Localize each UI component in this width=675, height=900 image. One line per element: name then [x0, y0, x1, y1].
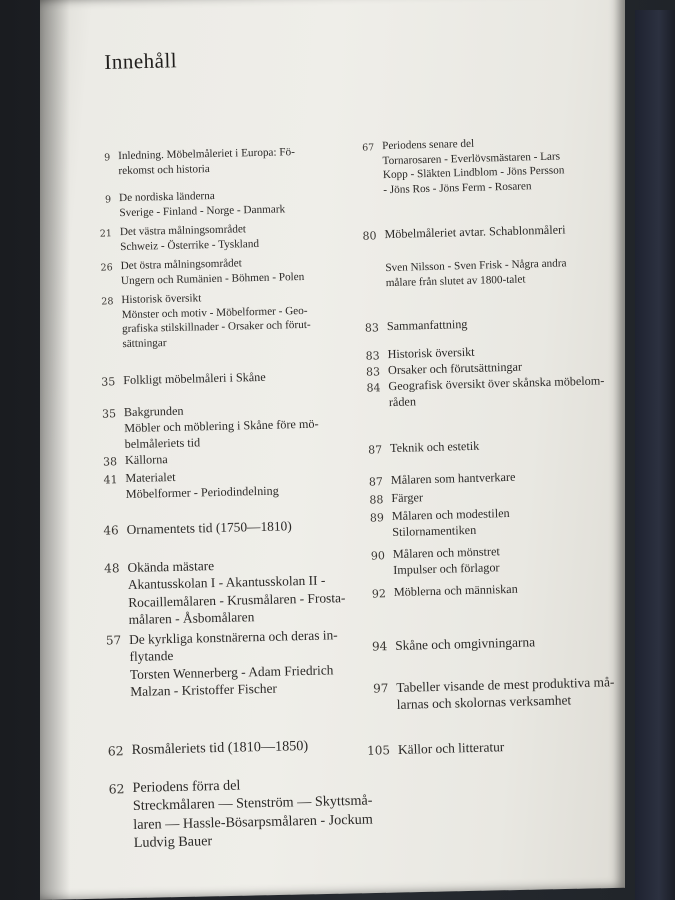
- entry-line: Periodens senare del: [382, 137, 475, 153]
- entry-line: Ornamentets tid (1750—1810): [126, 518, 292, 538]
- entry-line: Det västra målningsområdet: [119, 223, 247, 239]
- entry-line: De nordiska länderna: [118, 189, 215, 205]
- entry-line: Färger: [391, 490, 424, 506]
- page-number: 35: [101, 407, 117, 421]
- entry-line: laren — Hassle-Bösarpsmålaren - Jockum: [133, 811, 373, 833]
- entry-line: Akantusskolan I - Akantusskolan II -: [127, 572, 326, 593]
- entry-line: Möblerna och människan: [393, 581, 518, 600]
- entry-line: Källor och litteratur: [397, 739, 505, 757]
- entry-text: [391, 490, 423, 507]
- page-number: 48: [104, 561, 120, 576]
- entry-line: Materialet: [125, 469, 176, 486]
- entry-line: Tornarosaren - Everlövsmästaren - Lars: [382, 150, 561, 167]
- entry-line: Målaren och modestilen: [391, 505, 510, 524]
- book-cover-edge: [635, 10, 675, 900]
- entry-text: [125, 468, 279, 503]
- entry-line: Folkligt möbelmåleri i Skåne: [123, 369, 266, 388]
- entry-line: målaren - Åsbomålaren: [128, 609, 255, 628]
- toc-entry: [359, 490, 423, 508]
- entry-text: [132, 774, 373, 853]
- page-number: 21: [99, 228, 113, 240]
- page-number: 87: [367, 443, 383, 457]
- page-number: 67: [361, 142, 375, 154]
- entry-text: [382, 134, 565, 197]
- entry-line: Ludvig Bauer: [133, 833, 213, 852]
- entry-line: Stilornamentiken: [392, 522, 477, 539]
- entry-line: - Jöns Ros - Jöns Ferm - Rosaren: [383, 179, 532, 196]
- entry-line: Bakgrunden: [123, 403, 184, 420]
- entry-line: belmåleriets tid: [124, 435, 201, 451]
- entry-line: Rosmåleriets tid (1810—1850): [131, 737, 309, 758]
- toc-entry: [83, 289, 311, 352]
- entry-text: [388, 373, 605, 410]
- page-number: 84: [366, 381, 381, 395]
- entry-line: Mönster och motiv - Möbelformer - Geo-: [121, 304, 308, 321]
- entry-text: [129, 626, 339, 700]
- toc-entry: [358, 439, 480, 458]
- page-number: 83: [365, 365, 381, 379]
- page-number: 41: [103, 473, 118, 487]
- entry-text: [119, 187, 285, 220]
- entry-text: [120, 222, 259, 254]
- page-heading: Innehåll: [104, 48, 178, 74]
- toc-entry: [86, 401, 319, 454]
- entry-line: Kopp - Släkten Lindblom - Jöns Persson: [382, 164, 565, 182]
- toc-entry: [360, 506, 511, 542]
- entry-text: [390, 439, 480, 457]
- toc-entry: [353, 256, 567, 291]
- entry-text: [125, 452, 168, 469]
- entry-line: Sverige - Finland - Norge - Danmark: [119, 202, 286, 219]
- entry-line: Möbelformer - Periodindelning: [125, 483, 279, 501]
- entry-line: Möbler och möblering i Skåne före mö-: [124, 416, 319, 435]
- entry-line: flytande: [129, 648, 174, 665]
- entry-text: [392, 506, 511, 541]
- page-number: 62: [108, 781, 125, 797]
- toc-entry: [355, 317, 468, 336]
- toc-entry: [81, 187, 285, 221]
- entry-line: Torsten Wennerberg - Adam Friedrich: [129, 662, 334, 682]
- entry-line: Streckmålaren — Stenström — Skyttsmå-: [132, 792, 373, 815]
- entry-line: Periodens förra del: [132, 777, 241, 796]
- entry-text: [395, 633, 535, 654]
- entry-line: Tabeller visande de mest produktiva må-: [396, 674, 615, 695]
- entry-line: Historisk översikt: [387, 344, 475, 362]
- page-number: 105: [366, 743, 391, 758]
- entry-text: [393, 544, 501, 579]
- entry-line: Rocaillemålaren - Krusmålaren - Frosta-: [128, 589, 346, 610]
- page-number: 80: [362, 229, 377, 243]
- entry-line: Möbelmåleriet avtar. Schablonmåleri: [384, 222, 566, 242]
- entry-line: Malzan - Kristoffer Fischer: [130, 680, 278, 700]
- page-number: 89: [369, 511, 385, 525]
- toc-entry: [356, 373, 605, 411]
- page-number: 83: [364, 321, 380, 335]
- entry-line: Geografisk översikt över skånska möbelom-: [388, 373, 605, 394]
- entry-line: Orsaker och förutsättningar: [387, 359, 523, 378]
- entry-text: [385, 256, 567, 290]
- page-number: 94: [371, 639, 388, 654]
- page-number: 46: [103, 523, 119, 538]
- entry-text: [118, 145, 295, 178]
- entry-text: [124, 401, 319, 453]
- entry-text: [123, 370, 266, 389]
- entry-line: Schweiz - Österrike - Tyskland: [120, 237, 260, 253]
- entry-text: [121, 289, 311, 352]
- entry-line: De kyrkliga konstnärerna och deras in-: [128, 627, 338, 648]
- page-number: 26: [100, 262, 113, 274]
- entry-line: Sven Nilsson - Sven Frisk - Några andra: [385, 257, 567, 275]
- toc-entry: [350, 134, 565, 198]
- entry-line: Målaren och mönstret: [392, 544, 500, 562]
- toc-entry: [366, 738, 505, 759]
- entry-text: [394, 582, 518, 601]
- entry-line: Impulser och förlagor: [393, 560, 500, 577]
- entry-text: [120, 255, 304, 288]
- entry-line: målare från slutet av 1800-talet: [385, 273, 526, 289]
- toc-entry: [80, 145, 295, 179]
- toc-entry: [82, 222, 259, 255]
- page-number: 90: [370, 549, 386, 563]
- entry-line: grafiska stilskillnader - Orsaker och förut-: [121, 318, 311, 336]
- entry-line: Sammanfattning: [386, 316, 468, 334]
- entry-text: [396, 673, 615, 714]
- entry-line: Inledning. Möbelmåleriet i Europa: Fö-: [118, 146, 296, 163]
- page-number: [353, 261, 378, 291]
- entry-line: Skåne och omgivningarna: [395, 634, 536, 653]
- page-number: 97: [372, 681, 389, 696]
- page-number: 38: [102, 455, 118, 469]
- page-number: 88: [369, 493, 384, 507]
- entry-line: Källorna: [124, 452, 168, 468]
- page-number: 57: [105, 633, 122, 648]
- entry-line: Historisk översikt: [121, 292, 202, 307]
- page-number: 87: [368, 475, 384, 489]
- toc-entry: [361, 544, 501, 579]
- entry-line: Målaren som hantverkare: [390, 469, 516, 488]
- entry-line: råden: [388, 394, 417, 409]
- entry-line: Okända mästare: [127, 558, 215, 576]
- toc-entry: [87, 468, 279, 504]
- entry-line: rekomst och historia: [118, 162, 210, 177]
- entry-line: Ungern och Rumänien - Böhmen - Polen: [120, 270, 305, 287]
- page-number: 83: [365, 349, 380, 363]
- toc-entry: [87, 453, 125, 469]
- entry-line: Teknik och estetik: [389, 438, 480, 456]
- entry-line: sättningar: [122, 336, 167, 350]
- entry-text: [398, 738, 505, 758]
- page-number: 28: [101, 296, 114, 308]
- page-number: 92: [371, 587, 387, 601]
- entry-line: Det östra målningsområdet: [120, 257, 242, 273]
- page-number: 35: [101, 375, 116, 389]
- toc-entry: [91, 626, 339, 701]
- toc-entry: [89, 554, 346, 629]
- page-number: 62: [107, 743, 124, 759]
- entry-text: [391, 470, 516, 489]
- toc-entry: [364, 673, 615, 714]
- entry-text: [387, 317, 468, 335]
- entry-line: larnas och skolornas verksamhet: [396, 692, 572, 713]
- toc-entry: [94, 774, 373, 854]
- entry-text: [127, 554, 346, 629]
- toc-entry: [82, 255, 304, 289]
- page-number: 9: [104, 152, 111, 164]
- page-number: 9: [104, 194, 112, 206]
